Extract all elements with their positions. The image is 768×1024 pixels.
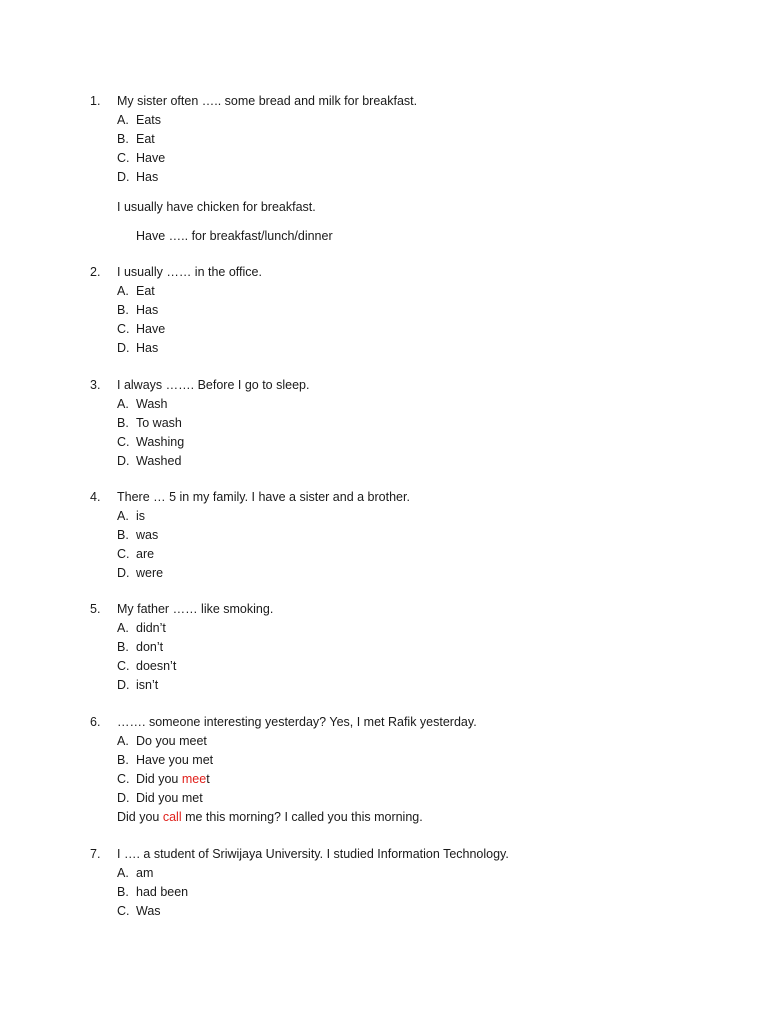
option-a: A. is: [117, 509, 146, 523]
question-6-stem: [90, 713, 730, 732]
question-4-stem: [90, 488, 730, 507]
option-c: C. Did you meet: [117, 772, 210, 786]
option-a: A. didn’t: [117, 621, 166, 635]
question-4: [90, 488, 730, 583]
option-b: B. was: [117, 528, 159, 542]
option-c: C. doesn’t: [117, 659, 177, 673]
question-7-stem: [90, 845, 730, 864]
option-c: C. Have: [117, 322, 166, 336]
option-a: A. am: [117, 866, 154, 880]
option-a: A. Do you meet: [117, 734, 207, 748]
highlighted-text: call: [162, 810, 182, 824]
option-c: C. are: [117, 547, 155, 561]
question-2: [90, 263, 730, 358]
option-b: B. To wash: [117, 416, 182, 430]
option-d: D. Did you met: [117, 791, 203, 805]
option-c: C. Was: [117, 904, 161, 918]
question-6-note: Did you call me this morning? I called you this morning.: [117, 810, 423, 824]
question-1: [90, 92, 730, 246]
question-number: 1.: [90, 94, 101, 108]
question-number: 3.: [90, 378, 101, 392]
question-number: 7.: [90, 847, 101, 861]
question-text: There … 5 in my family. I have a sister and a brother.: [117, 490, 410, 504]
highlighted-text: mee: [181, 772, 207, 786]
option-b: B. had been: [117, 885, 189, 899]
question-text: ……. someone interesting yesterday? Yes, I met Rafik yesterday.: [117, 715, 477, 729]
option-d: D. Washed: [117, 454, 182, 468]
question-5: [90, 600, 730, 695]
question-3: [90, 376, 730, 471]
option-a: A. Eats: [117, 113, 162, 127]
question-6: [90, 713, 730, 827]
option-b: B. Have you met: [117, 753, 214, 767]
question-number: 2.: [90, 265, 101, 279]
option-a: A. Eat: [117, 284, 155, 298]
question-5-stem: [90, 600, 730, 619]
question-2-stem: [90, 263, 730, 282]
question-1-stem: [90, 92, 730, 111]
question-3-stem: [90, 376, 730, 395]
question-text: My father …… like smoking.: [117, 602, 274, 616]
question-7: [90, 845, 730, 921]
question-number: 4.: [90, 490, 101, 504]
option-a: A. Wash: [117, 397, 168, 411]
option-c: C. Washing: [117, 435, 185, 449]
option-b: B. Eat: [117, 132, 155, 146]
option-b: B. don’t: [117, 640, 164, 654]
option-b: B. Has: [117, 303, 159, 317]
question-text: I …. a student of Sriwijaya University. I studied Information Technology.: [117, 847, 509, 861]
question-number: 5.: [90, 602, 101, 616]
option-d: D. isn’t: [117, 678, 159, 692]
option-c: C. Have: [117, 151, 166, 165]
question-1-note: I usually have chicken for breakfast.: [117, 200, 316, 214]
question-text: I usually …… in the office.: [117, 265, 262, 279]
question-text: I always ……. Before I go to sleep.: [117, 378, 310, 392]
question-text: My sister often ….. some bread and milk for breakfast.: [117, 94, 418, 108]
option-d: D. were: [117, 566, 164, 580]
question-1-rule: Have ….. for breakfast/lunch/dinner: [136, 229, 333, 243]
question-number: 6.: [90, 715, 101, 729]
option-d: D. Has: [117, 341, 159, 355]
option-d: D. Has: [117, 170, 159, 184]
